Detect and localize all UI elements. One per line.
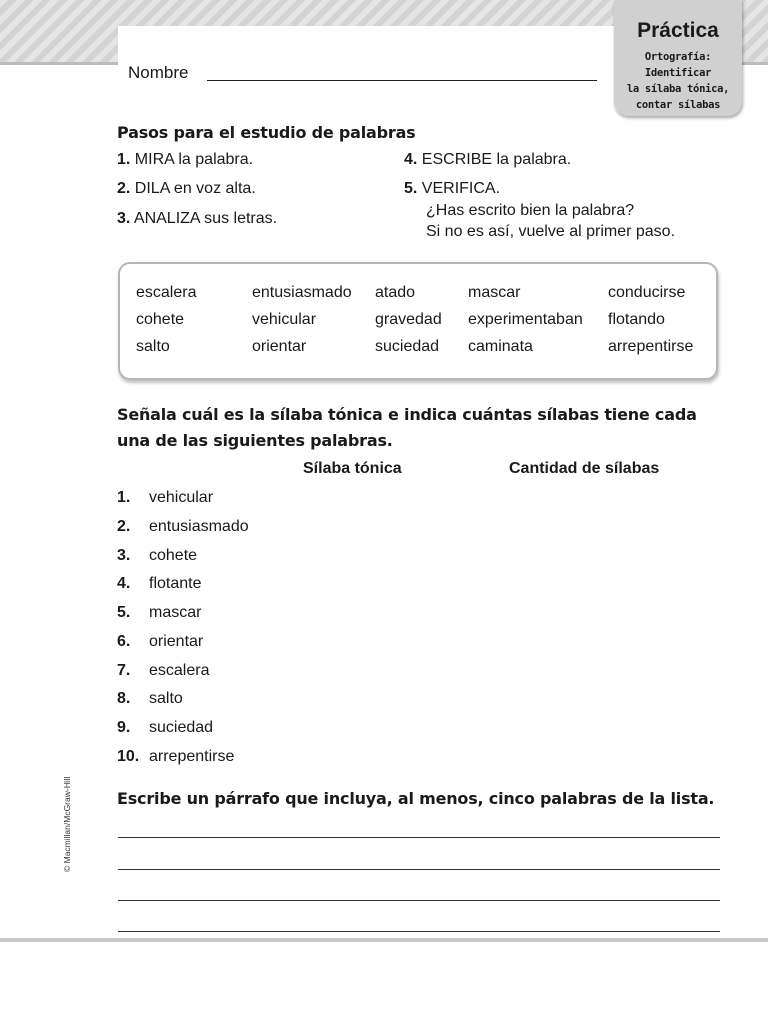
word-list-item: suciedad [375, 338, 440, 355]
writing-line[interactable] [118, 931, 720, 932]
writing-line[interactable] [118, 900, 720, 901]
item-number: 1. [117, 489, 131, 506]
step-number: 3. [117, 210, 131, 227]
header-band-edge [0, 62, 118, 65]
word-list-item: atado [375, 284, 416, 301]
writing-line[interactable] [118, 837, 720, 838]
word-list-item: cohete [136, 311, 185, 328]
word-list-item: experimentaban [468, 311, 583, 328]
column-header-syllable-count: Cantidad de sílabas [509, 460, 660, 477]
name-label: Nombre [128, 63, 189, 82]
item-word: cohete [149, 547, 198, 564]
step-text: la palabra. [492, 151, 572, 168]
practice-tab [614, 0, 742, 116]
item-word: vehicular [149, 489, 214, 506]
step-item [117, 180, 256, 198]
copyright-notice: © Macmillan/McGraw-Hill [62, 776, 72, 872]
paragraph-instruction: Escribe un párrafo que incluya, al menos, cinco palabras de la lista. [117, 789, 715, 808]
exercise-item [117, 662, 209, 680]
step-item [117, 151, 253, 169]
word-list-item: entusiasmado [252, 284, 352, 301]
exercise-item [117, 489, 213, 507]
item-word: flotante [149, 575, 202, 592]
item-number: 6. [117, 633, 131, 650]
item-word: mascar [149, 604, 202, 621]
practice-title: Práctica [637, 19, 719, 42]
item-number: 3. [117, 547, 131, 564]
item-number: 7. [117, 662, 131, 679]
word-list-item: mascar [468, 284, 521, 301]
step-verify-line: Si no es así, vuelve al primer paso. [426, 223, 676, 240]
word-list-item: vehicular [252, 311, 317, 328]
exercise-instruction: Señala cuál es la sílaba tónica e indica cuántas sílabas tiene cada una de las siguientes palabras. [117, 405, 697, 450]
exercise-item [117, 719, 213, 737]
step-number: 4. [404, 151, 418, 168]
exercise-item [117, 604, 201, 622]
word-list-item: arrepentirse [608, 338, 694, 355]
step-number: 1. [117, 151, 131, 168]
exercise-item [117, 547, 197, 565]
name-card [118, 26, 618, 88]
word-list-item: gravedad [375, 311, 442, 328]
step-keyword: VERIFICA. [421, 180, 501, 197]
item-word: suciedad [149, 719, 214, 736]
step-text: la palabra. [173, 151, 254, 168]
item-word: salto [149, 690, 183, 707]
practice-subtitle [614, 49, 742, 113]
exercise-item [117, 690, 183, 708]
step-number: 2. [117, 180, 131, 197]
exercise-item [117, 748, 234, 766]
item-number: 10. [117, 748, 140, 765]
item-number: 2. [117, 518, 131, 535]
column-header-stressed-syllable: Sílaba tónica [303, 460, 402, 477]
exercise-item [117, 575, 201, 593]
steps-heading: Pasos para el estudio de palabras [117, 123, 416, 142]
step-item [404, 180, 500, 198]
word-list-item: escalera [136, 284, 197, 301]
practice-subtitle-line: la sílaba tónica, [626, 83, 730, 95]
word-list-item: flotando [608, 311, 665, 328]
step-keyword: ESCRIBE [421, 151, 493, 168]
step-keyword: MIRA [134, 151, 174, 168]
exercise-item [117, 633, 203, 651]
footer-rule [0, 938, 768, 942]
step-text: en voz alta. [169, 180, 256, 197]
practice-subtitle-line: Ortografía: [644, 51, 712, 63]
item-word: escalera [149, 662, 210, 679]
step-item [404, 151, 571, 169]
item-word: entusiasmado [149, 518, 249, 535]
step-item [117, 210, 277, 228]
practice-subtitle-line: Identificar [644, 67, 712, 79]
item-word: arrepentirse [149, 748, 235, 765]
step-verify-line: ¿Has escrito bien la palabra? [426, 202, 635, 219]
word-list-item: caminata [468, 338, 533, 355]
word-list-item: conducirse [608, 284, 686, 301]
item-number: 4. [117, 575, 131, 592]
item-number: 8. [117, 690, 131, 707]
step-number: 5. [404, 180, 418, 197]
word-list-item: salto [136, 338, 170, 355]
item-number: 9. [117, 719, 131, 736]
writing-line[interactable] [118, 869, 720, 870]
exercise-item [117, 518, 249, 536]
practice-subtitle-line: contar sílabas [635, 99, 721, 111]
name-field[interactable] [207, 80, 597, 81]
step-keyword: DILA [134, 180, 170, 197]
step-text: sus letras. [199, 210, 278, 227]
item-number: 5. [117, 604, 131, 621]
word-list-item: orientar [252, 338, 307, 355]
item-word: orientar [149, 633, 204, 650]
step-keyword: ANALIZA [133, 210, 200, 227]
